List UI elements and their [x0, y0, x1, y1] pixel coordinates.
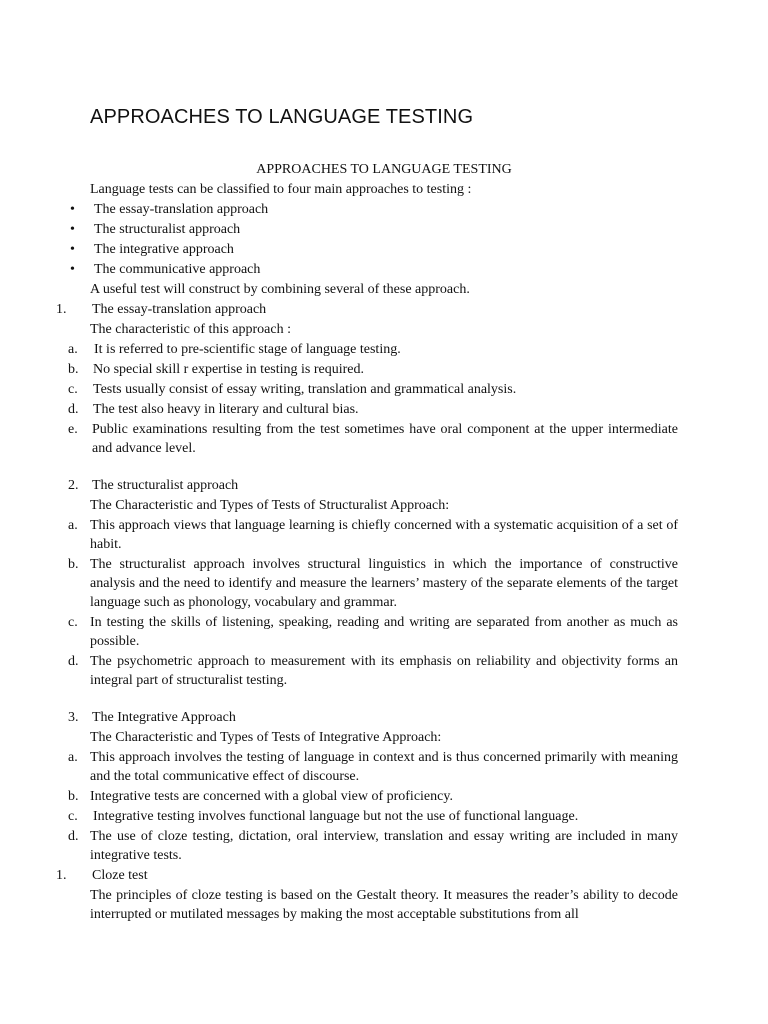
paragraph-text: The principles of cloze testing is based on the Gestalt theory. It measures the reader’s ability to decode interrupted or mutilated messages by making the most acceptable substitutions from all — [90, 888, 678, 922]
section-number: 1. — [56, 302, 67, 317]
list-marker: d. — [68, 402, 79, 417]
section-title-text: The structuralist approach — [92, 478, 239, 493]
list-item — [0, 652, 768, 690]
bullet-icon: • — [70, 242, 75, 257]
subsection-title — [0, 866, 768, 885]
section-subheading: The Characteristic and Types of Tests of Structuralist Approach: — [90, 498, 450, 513]
list-marker: d. — [68, 654, 79, 669]
list-item — [0, 380, 768, 399]
list-item — [0, 220, 768, 239]
list-item-text: The psychometric approach to measurement with its emphasis on reliability and objectivity forms an integral part of structuralist testing. — [90, 654, 678, 688]
list-item-text: Integrative testing involves functional language but not the use of functional language. — [93, 809, 579, 824]
list-item-text: The essay-translation approach — [94, 202, 269, 217]
list-item-text: Tests usually consist of essay writing, translation and grammatical analysis. — [93, 382, 517, 397]
spacer — [0, 691, 768, 708]
section-number: 2. — [68, 478, 79, 493]
list-item — [0, 340, 768, 359]
list-marker: c. — [68, 615, 78, 630]
section-title-1 — [0, 300, 768, 319]
list-item — [0, 555, 768, 612]
list-marker: e. — [68, 422, 78, 437]
subsection-title-text: Cloze test — [92, 868, 148, 883]
list-item — [0, 787, 768, 806]
list-item-text: The communicative approach — [94, 262, 261, 277]
list-item-text: The structuralist approach — [94, 222, 241, 237]
list-item-text: Integrative tests are concerned with a global view of proficiency. — [90, 789, 453, 804]
list-item-text: The use of cloze testing, dictation, oral interview, translation and essay writing are included in many integrative tests. — [90, 829, 678, 863]
list-marker: b. — [68, 789, 79, 804]
cloze-paragraph — [0, 886, 768, 924]
section-subheading: The characteristic of this approach : — [90, 322, 291, 337]
intro-paragraph: Language tests can be classified to four main approaches to testing : — [90, 182, 472, 197]
list-marker: a. — [68, 518, 78, 533]
page-title: APPROACHES TO LANGUAGE TESTING — [90, 106, 474, 128]
list-item-text: Public examinations resulting from the test sometimes have oral component at the upper intermediate and advance level. — [92, 422, 678, 456]
section-title-text: The Integrative Approach — [92, 710, 236, 725]
list-item-text: This approach involves the testing of language in context and is thus concerned primarily with meaning and the total communicative effect of discourse. — [90, 750, 678, 784]
section-heading: APPROACHES TO LANGUAGE TESTING — [256, 162, 512, 177]
bullet-icon: • — [70, 222, 75, 237]
list-item — [0, 260, 768, 279]
list-item-text: This approach views that language learning is chiefly concerned with a systematic acquisition of a set of habit. — [90, 518, 678, 552]
section-number: 1. — [56, 868, 67, 883]
list-marker: b. — [68, 557, 79, 572]
document-body — [0, 160, 768, 925]
list-item-text: The structuralist approach involves structural linguistics in which the importance of constructive analysis and the need to identify and measure the learners’ mastery of the separate elements of the target language such as phonology, vocabulary and grammar. — [90, 557, 678, 610]
list-item-text: It is referred to pre-scientific stage of language testing. — [94, 342, 401, 357]
list-marker: a. — [68, 342, 78, 357]
list-marker: c. — [68, 809, 78, 824]
spacer — [0, 459, 768, 476]
list-item-text: No special skill r expertise in testing is required. — [93, 362, 364, 377]
list-item — [0, 613, 768, 651]
list-marker: a. — [68, 750, 78, 765]
list-item — [0, 516, 768, 554]
bullet-icon: • — [70, 202, 75, 217]
list-marker: b. — [68, 362, 79, 377]
section-title-3 — [0, 708, 768, 727]
section-number: 3. — [68, 710, 79, 725]
note-paragraph: A useful test will construct by combining several of these approach. — [90, 282, 470, 297]
list-item-text: In testing the skills of listening, speaking, reading and writing are separated from another as much as possible. — [90, 615, 678, 649]
list-item — [0, 827, 768, 865]
list-item-text: The test also heavy in literary and cultural bias. — [93, 402, 359, 417]
list-item — [0, 748, 768, 786]
list-item-text: The integrative approach — [94, 242, 234, 257]
list-item — [0, 360, 768, 379]
list-item — [0, 240, 768, 259]
section-subheading: The Characteristic and Types of Tests of Integrative Approach: — [90, 730, 442, 745]
list-item — [0, 420, 768, 458]
list-item — [0, 400, 768, 419]
list-marker: d. — [68, 829, 79, 844]
list-marker: c. — [68, 382, 78, 397]
section-title-2 — [0, 476, 768, 495]
section-title-text: The essay-translation approach — [92, 302, 267, 317]
list-item — [0, 200, 768, 219]
list-item — [0, 807, 768, 826]
bullet-icon: • — [70, 262, 75, 277]
